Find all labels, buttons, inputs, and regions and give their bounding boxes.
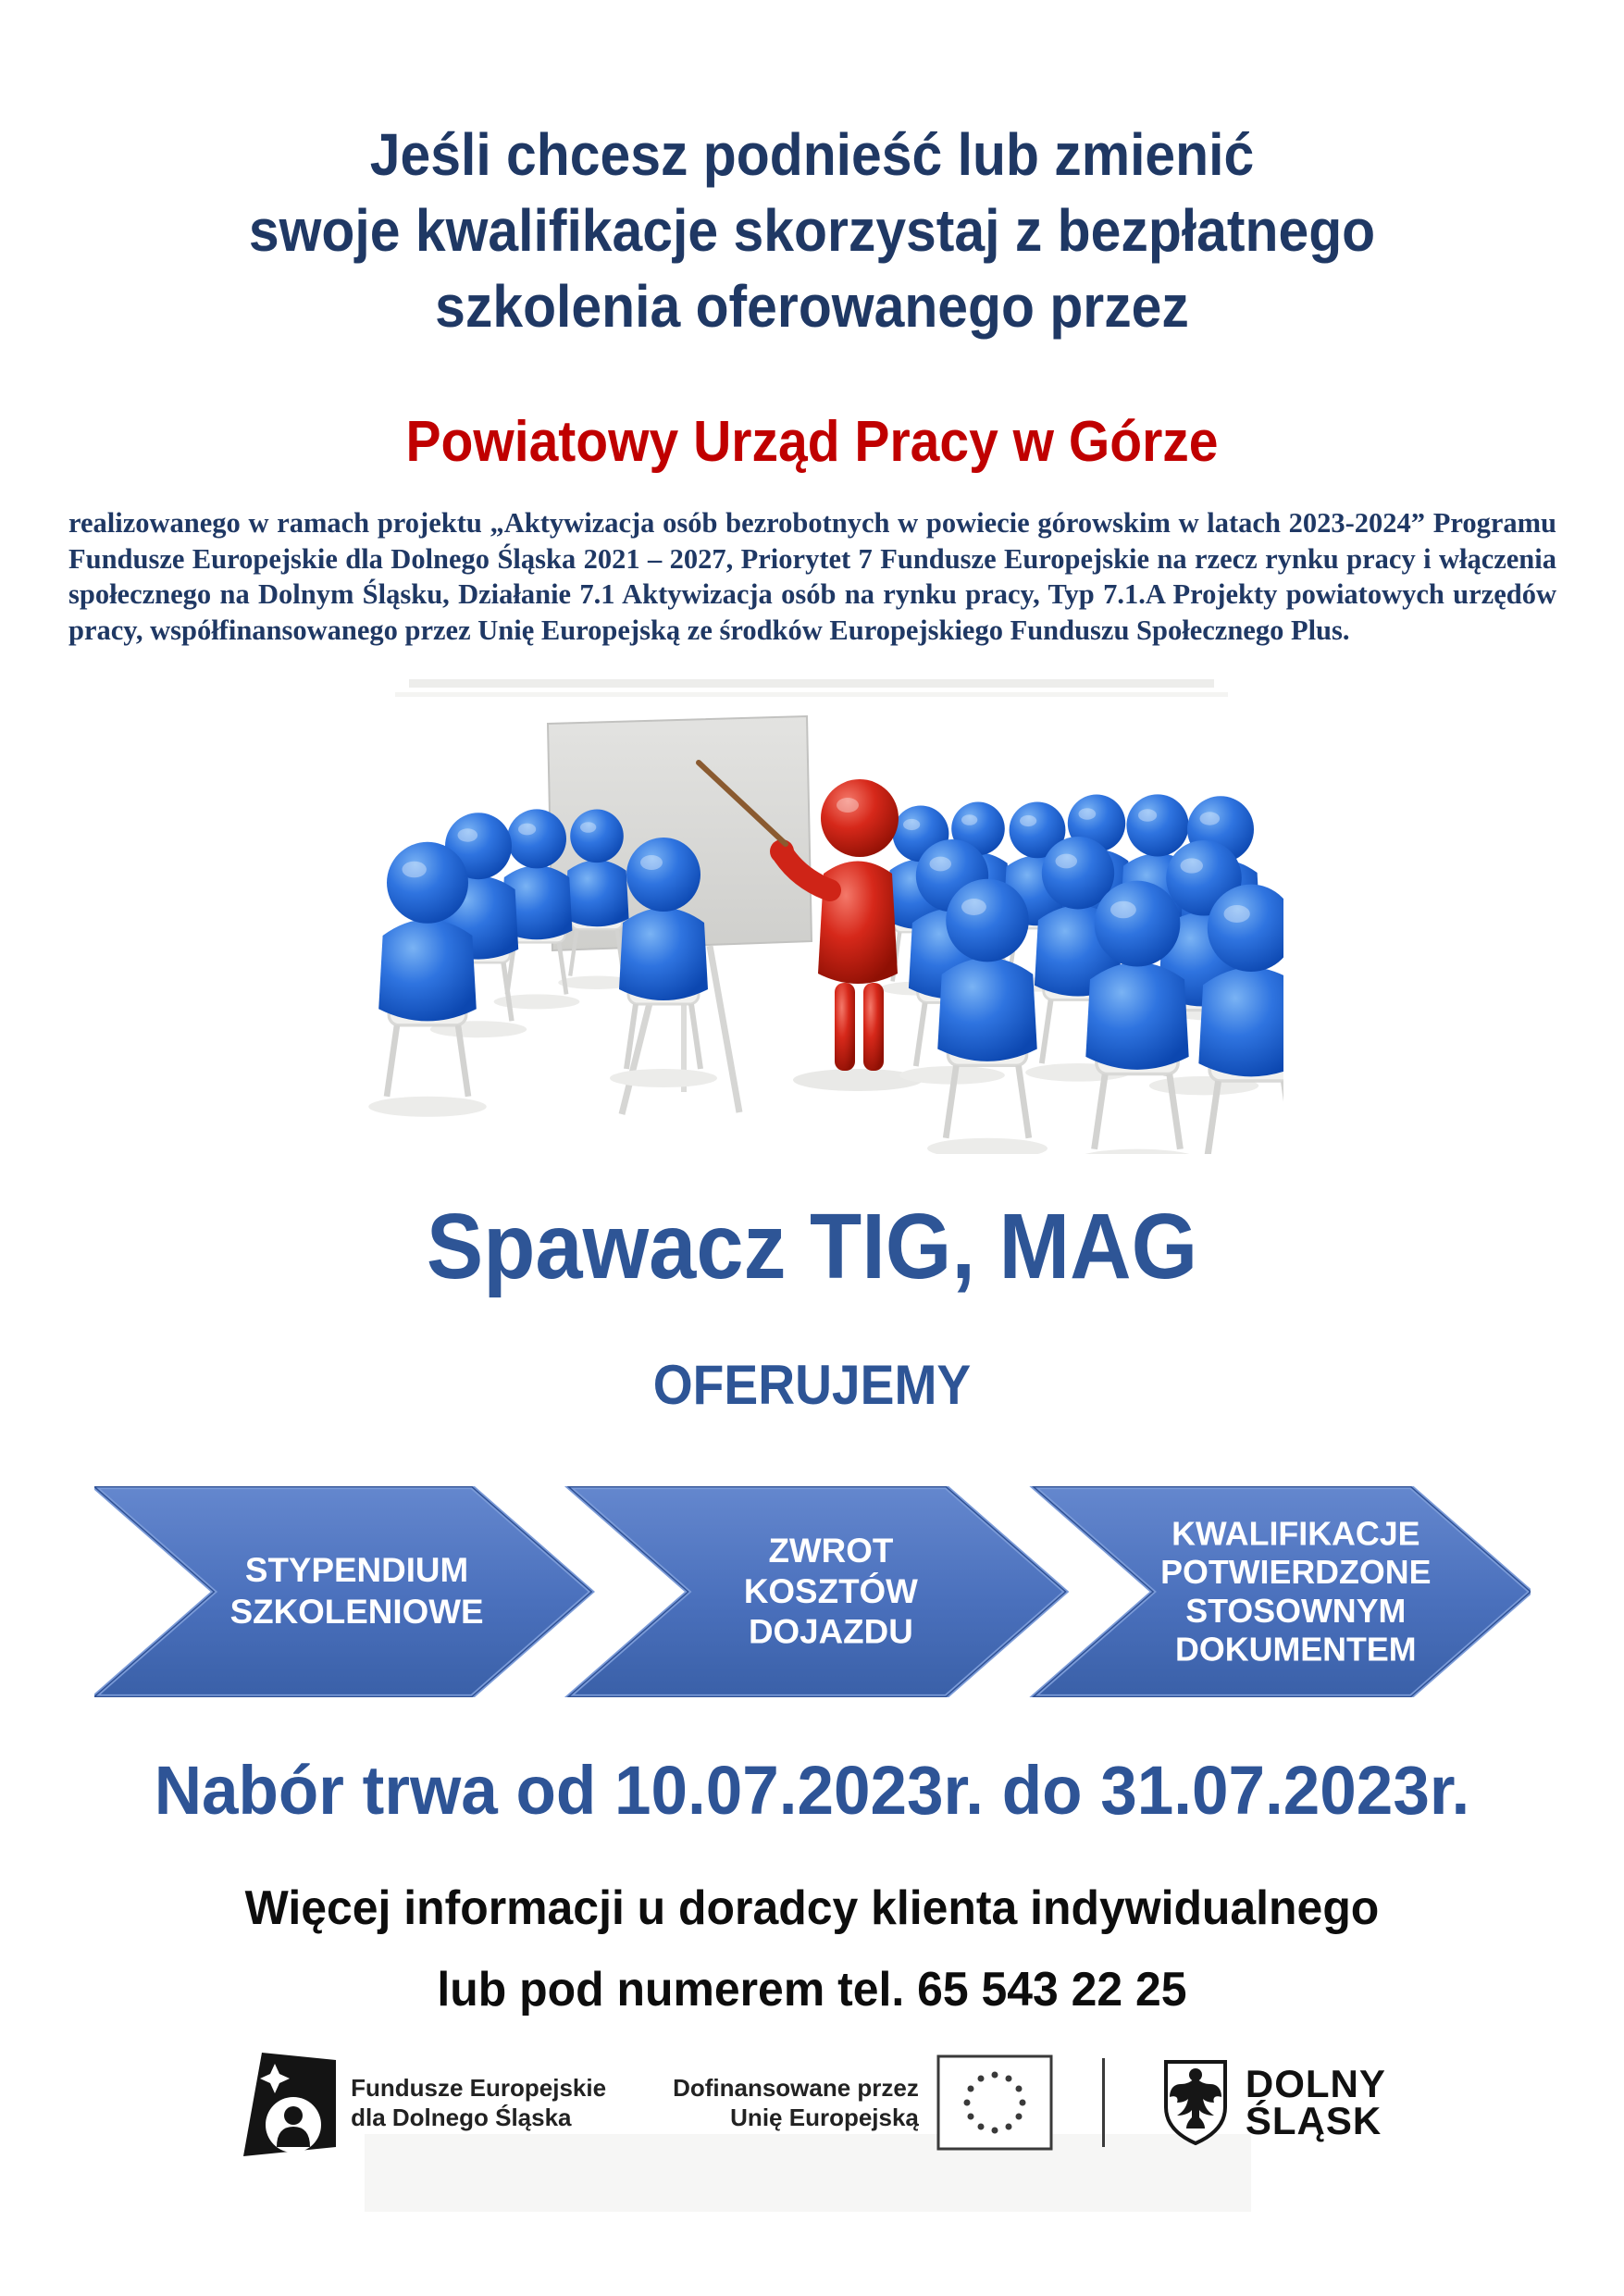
contact-line-2: lub pod numerem tel. 65 543 22 25 bbox=[437, 1963, 1187, 2017]
poster-title bbox=[65, 117, 1559, 344]
eu-flag-icon bbox=[936, 2054, 1054, 2152]
offer-arrow-stypendium bbox=[94, 1487, 591, 1697]
arrow3-line2: POTWIERDZONE bbox=[1160, 1554, 1432, 1592]
eu-funds-line-1: Fundusze Europejskie bbox=[351, 2074, 607, 2102]
recruitment-period: Nabór trwa od 10.07.2023r. do 31.07.2023r. bbox=[154, 1752, 1470, 1829]
arrow3-line3: STOSOWNYM bbox=[1185, 1592, 1407, 1630]
arrow1-line2: SZKOLENIOWE bbox=[229, 1592, 484, 1631]
eu-funds-logo-text bbox=[351, 2073, 606, 2132]
region-logo-text bbox=[1245, 2062, 1386, 2142]
contact-info bbox=[32, 1868, 1592, 2030]
offer-arrows bbox=[94, 1486, 1531, 1697]
cofinanced-line-2: Unię Europejską bbox=[730, 2104, 919, 2131]
offer-arrow-zwrot-kosztow bbox=[568, 1487, 1065, 1697]
footer-divider bbox=[1102, 2058, 1105, 2147]
region-line-2: ŚLĄSK bbox=[1245, 2099, 1382, 2142]
arrow1-line1: STYPENDIUM bbox=[244, 1551, 469, 1590]
title-line-2: swoje kwalifikacje skorzystaj z bezpłatnego bbox=[248, 197, 1376, 264]
lower-silesia-eagle-icon bbox=[1159, 2056, 1233, 2149]
eu-funds-line-2: dla Dolnego Śląska bbox=[351, 2104, 572, 2131]
chevron-arrows-graphic bbox=[94, 1486, 1531, 1697]
cofinanced-text bbox=[673, 2073, 919, 2132]
title-line-3: szkolenia oferowanego przez bbox=[435, 273, 1189, 340]
classroom-clipart-graphic bbox=[340, 659, 1283, 1154]
training-illustration bbox=[340, 659, 1283, 1154]
cofinanced-line-1: Dofinansowane przez bbox=[673, 2074, 919, 2102]
region-line-1: DOLNY bbox=[1245, 2062, 1386, 2105]
project-description: realizowanego w ramach projektu „Aktywizacja osób bezrobotnych w powiecie górowskim w latach 2023-2024” Programu Fundusze Europejskie dla Dolnego Śląska 2021 – 2027, Priorytet 7 Fundusze Europejskie na rzecz rynku pracy i włączenia społecznego na Dolnym Śląsku, Działanie 7.1 Aktywizacja osób na rynku pracy, Typ 7.1.A Projekty powiatowych urzędów pracy, współfinansowanego przez Unię Europejską ze środków Europejskiego Funduszu Społecznego Plus. bbox=[68, 507, 1556, 646]
arrow2-line2: KOSZTÓW bbox=[743, 1571, 918, 1610]
title-line-1: Jeśli chcesz podnieść lub zmienić bbox=[369, 121, 1255, 188]
organization-heading: Powiatowy Urząd Pracy w Górze bbox=[405, 410, 1219, 474]
arrow2-line3: DOJAZDU bbox=[748, 1612, 913, 1651]
arrow2-line1: ZWROT bbox=[768, 1532, 894, 1570]
offer-heading: OFERUJEMY bbox=[652, 1354, 972, 1416]
course-title: Spawacz TIG, MAG bbox=[426, 1195, 1198, 1298]
footer-logos bbox=[0, 2047, 1624, 2158]
arrow3-line1: KWALIFIKACJE bbox=[1172, 1515, 1420, 1553]
offer-arrow-kwalifikacje bbox=[1034, 1487, 1531, 1697]
eu-funds-flag-icon bbox=[238, 2047, 341, 2158]
arrow3-line4: DOKUMENTEM bbox=[1175, 1631, 1417, 1669]
contact-line-1: Więcej informacji u doradcy klienta indywidualnego bbox=[244, 1881, 1380, 1935]
